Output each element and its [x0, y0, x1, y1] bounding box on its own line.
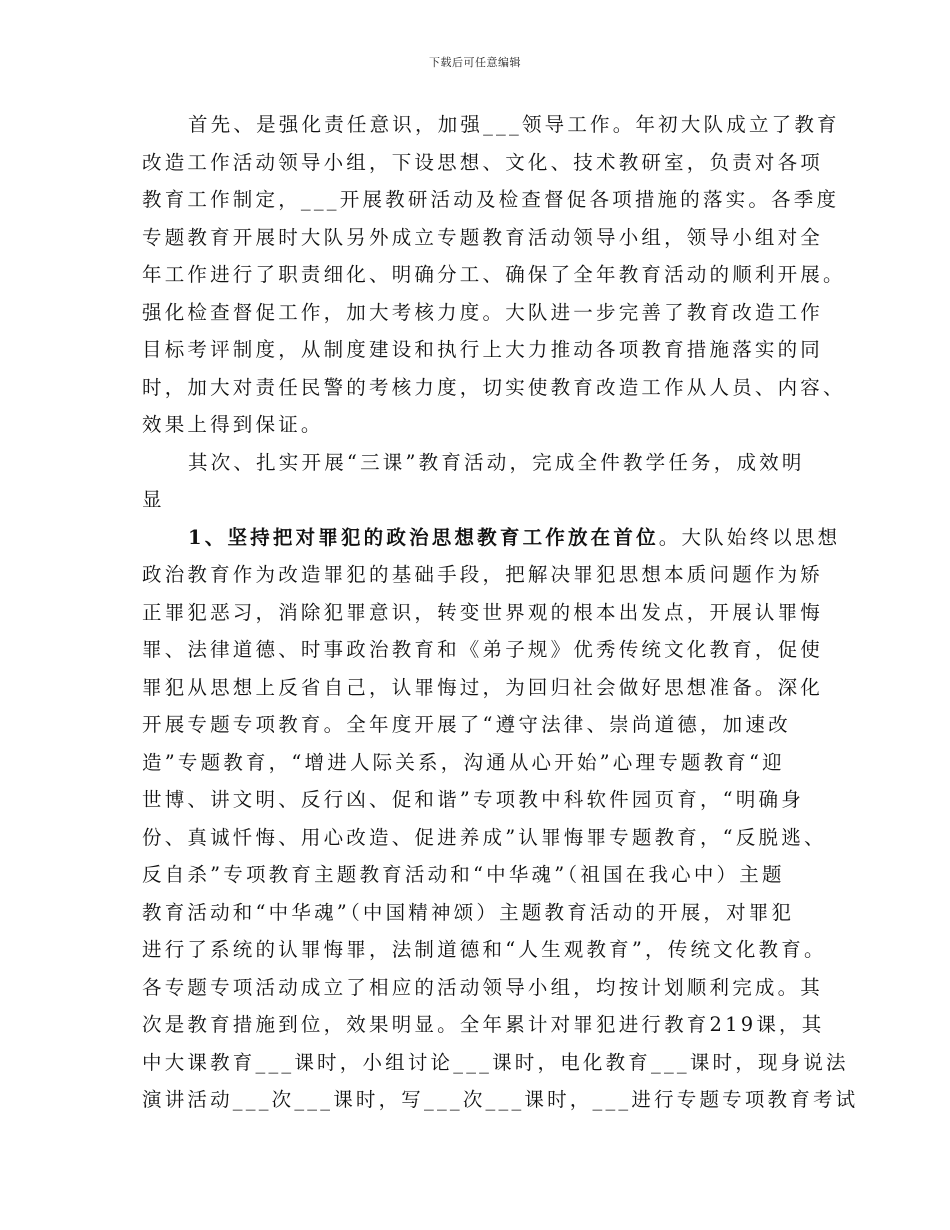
- text-line: 强化检查督促工作，加大考核力度。大队进一步完善了教育改造工作: [142, 300, 824, 324]
- text-line: 演讲活动___次___课时，写___次___课时，___进行专题专项教育考试: [142, 1088, 859, 1111]
- document-body: [142, 106, 859, 1119]
- text-line: 罪犯从思想上反省自己，认罪悔过，为回归社会做好思想准备。深化: [142, 675, 824, 699]
- text-line: 首先、是强化责任意识，加强___领导工作。年初大队成立了教育: [188, 113, 840, 136]
- text-line: 中大课教育___课时，小组讨论___课时，电化教育___课时，现身说法: [142, 1050, 849, 1074]
- lead-rest-text: 。大队始终以思想: [658, 525, 841, 549]
- text-line: 世博、讲文明、反行凶、促和谐”专项教中科软件园页育，“明确身: [142, 788, 804, 811]
- paragraph-responsibility: [142, 106, 846, 444]
- text-line: 反自杀”专项教育主题教育活动和“中华魂”（祖国在我心中）主题: [142, 863, 785, 886]
- text-line-lead: [142, 519, 841, 557]
- text-line: 份、真诚忏悔、用心改造、促进养成”认罪悔罪专题教育，“反脱逃、: [142, 825, 827, 849]
- text-line: 显: [142, 488, 165, 511]
- text-line: 其次、扎实开展“三课”教育活动，完成全件教学任务，成效明: [188, 450, 805, 474]
- text-line: 教育活动和“中华魂”（中国精神颂）主题教育活动的开展，对罪犯: [142, 900, 795, 924]
- text-line: 造”专题教育，“增进人际关系，沟通从心开始”心理专题教育“迎: [142, 750, 785, 774]
- text-line: 正罪犯恶习，消除犯罪意识，转变世界观的根本出发点，开展认罪悔: [142, 600, 824, 624]
- bold-heading: 1、坚持把对罪犯的政治思想教育工作放在首位: [188, 525, 659, 549]
- text-line: 专题教育开展时大队另外成立专题教育活动领导小组，领导小组对全: [142, 225, 824, 249]
- text-line: 改造工作活动领导小组，下设思想、文化、技术教研室，负责对各项: [142, 150, 824, 174]
- paragraph-political-education: [142, 519, 859, 1119]
- text-line: 次是教育措施到位，效果明显。全年累计对罪犯进行教育219课，其: [142, 1013, 825, 1036]
- paragraph-three-courses: [142, 444, 812, 519]
- text-line: 政治教育作为改造罪犯的基础手段，把解决罪犯思想本质问题作为矫: [142, 563, 824, 586]
- text-line: 各专题专项活动成立了相应的活动领导小组，均按计划顺利完成。其: [142, 975, 824, 999]
- text-line: 教育工作制定，___开展教研活动及检查督促各项措施的落实。各季度: [142, 188, 840, 211]
- text-line: 进行了系统的认罪悔罪，法制道德和“人生观教育”，传统文化教育。: [142, 938, 827, 961]
- text-line: 开展专题专项教育。全年度开展了“遵守法律、崇尚道德，加速改: [142, 713, 791, 736]
- page-header: 下载后可任意编辑: [429, 56, 521, 69]
- text-line: 年工作进行了职责细化、明确分工、确保了全年教育活动的顺利开展。: [142, 263, 846, 286]
- text-line: 罪、法律道德、时事政治教育和《弟子规》优秀传统文化教育，促使: [142, 638, 824, 661]
- text-line: 目标考评制度，从制度建设和执行上大力推动各项教育措施落实的同: [142, 338, 824, 361]
- text-line: 效果上得到保证。: [142, 413, 324, 436]
- text-line: 时，加大对责任民警的考核力度，切实使教育改造工作从人员、内容、: [142, 375, 846, 399]
